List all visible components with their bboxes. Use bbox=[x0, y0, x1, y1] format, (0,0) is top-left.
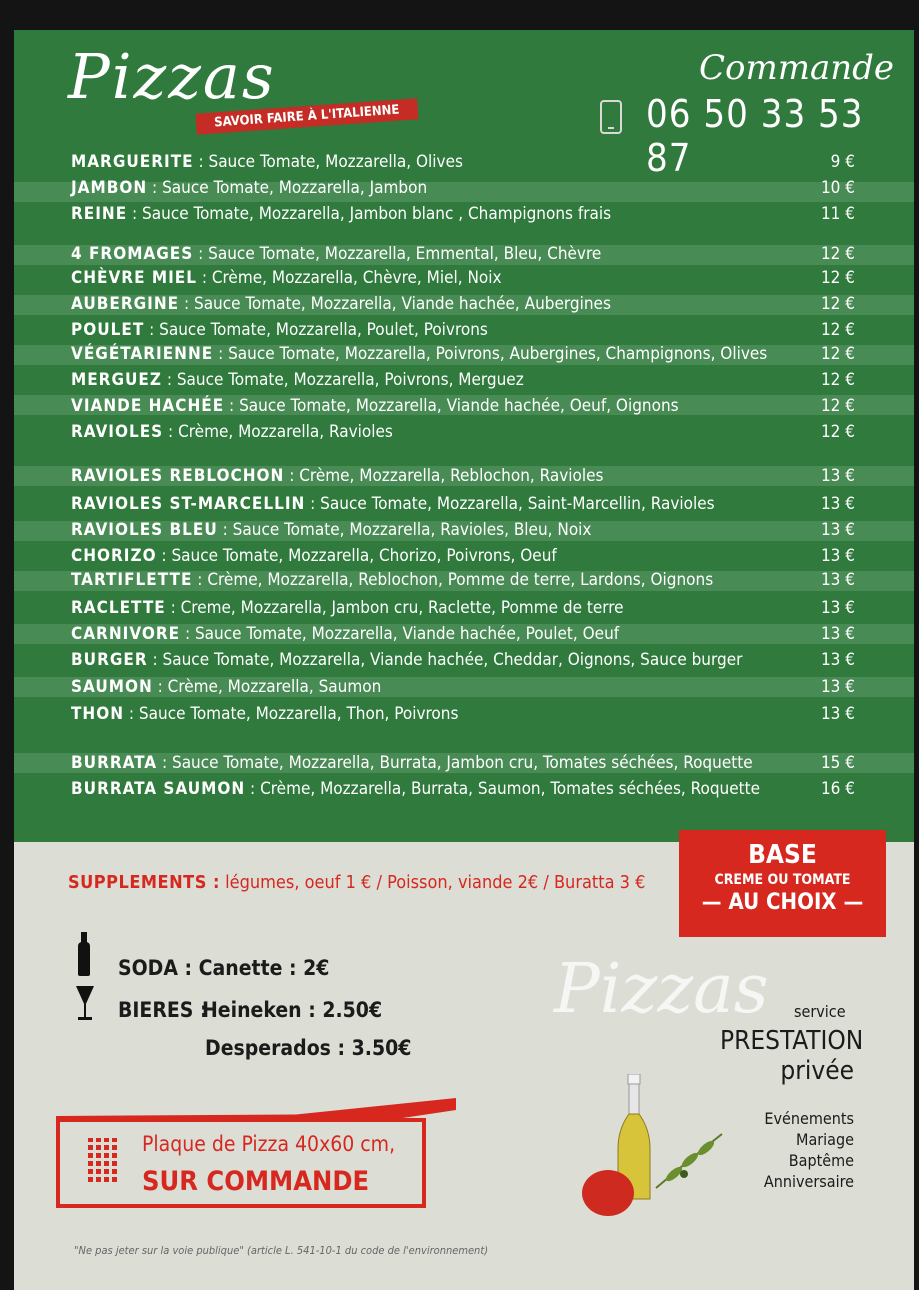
menu-item-ingredients: : Creme, Mozzarella, Jambon cru, Raclette, Pomme de terre bbox=[165, 598, 624, 618]
event-item: Baptême bbox=[788, 1151, 854, 1170]
supplements bbox=[68, 872, 645, 893]
menu-item-price: 16 € bbox=[820, 779, 855, 799]
menu-item-price: 13 € bbox=[820, 570, 855, 590]
menu-item-name: CHORIZO bbox=[71, 546, 157, 566]
menu-item-price: 12 € bbox=[820, 268, 855, 288]
pizzas-watermark: Pizzas bbox=[554, 950, 769, 1029]
menu-item-name: CHÈVRE MIEL bbox=[71, 268, 197, 288]
olive-branch-icon bbox=[654, 1130, 724, 1190]
menu-item bbox=[71, 779, 855, 803]
menu-item-ingredients: : Sauce Tomate, Mozzarella, Poivrons, Merguez bbox=[161, 370, 524, 390]
menu-item-price: 12 € bbox=[820, 396, 855, 416]
menu-item-name: VIANDE HACHÉE bbox=[71, 396, 225, 416]
tagline-ribbon: SAVOIR FAIRE À L'ITALIENNE bbox=[196, 98, 419, 134]
menu-item-price: 12 € bbox=[820, 320, 855, 340]
menu-item-ingredients: : Sauce Tomate, Mozzarella, Saint-Marcellin, Ravioles bbox=[305, 494, 715, 514]
beer-glass-icon bbox=[76, 986, 94, 1006]
menu-item bbox=[71, 624, 855, 648]
service-line2: privée bbox=[780, 1056, 854, 1086]
menu-item-ingredients: : Sauce Tomate, Mozzarella, Poulet, Poivrons bbox=[144, 320, 488, 340]
menu-item bbox=[71, 344, 855, 368]
menu-item-price: 13 € bbox=[820, 466, 855, 486]
menu-item-ingredients: : Crème, Mozzarella, Saumon bbox=[152, 677, 382, 697]
menu-item-ingredients: : Sauce Tomate, Mozzarella, Viande hachée, Poulet, Oeuf bbox=[180, 624, 620, 644]
menu-item-price: 10 € bbox=[820, 178, 855, 198]
menu-item-name: REINE bbox=[71, 204, 128, 224]
menu-item-ingredients: : Sauce Tomate, Mozzarella, Jambon bbox=[147, 178, 428, 198]
menu-item-ingredients: : Sauce Tomate, Mozzarella, Olives bbox=[193, 152, 463, 172]
menu-item-name: VÉGÉTARIENNE bbox=[71, 344, 214, 364]
menu-item bbox=[71, 204, 855, 228]
menu-item-price: 13 € bbox=[820, 650, 855, 670]
menu-item-name: AUBERGINE bbox=[71, 294, 180, 314]
menu-item bbox=[71, 704, 855, 728]
menu-item bbox=[71, 677, 855, 701]
menu-item-price: 12 € bbox=[820, 294, 855, 314]
menu-item bbox=[71, 152, 855, 176]
menu-item bbox=[71, 598, 855, 622]
menu-item-price: 15 € bbox=[820, 753, 855, 773]
event-list bbox=[714, 1108, 854, 1192]
menu-item-name: JAMBON bbox=[71, 178, 148, 198]
menu-item bbox=[71, 520, 855, 544]
base-choice-box bbox=[679, 830, 886, 937]
pizzas-logo: Pizzas bbox=[68, 40, 276, 113]
menu-item-name: THON bbox=[71, 704, 125, 724]
menu-item-name: 4 FROMAGES bbox=[71, 244, 194, 264]
menu-item-ingredients: : Crème, Mozzarella, Burrata, Saumon, Tomates séchées, Roquette bbox=[245, 779, 761, 799]
menu-item bbox=[71, 396, 855, 420]
menu-item-price: 13 € bbox=[820, 546, 855, 566]
menu-item-ingredients: : Crème, Mozzarella, Chèvre, Miel, Noix bbox=[196, 268, 502, 288]
menu-item bbox=[71, 494, 855, 518]
menu-item-name: SAUMON bbox=[71, 677, 153, 697]
beer-label: BIERES : bbox=[118, 998, 208, 1022]
pizza-tray-grid-icon bbox=[88, 1138, 120, 1182]
service-label: service bbox=[794, 1002, 846, 1021]
service-line1: PRESTATION bbox=[720, 1026, 864, 1056]
menu-item-name: RAVIOLES ST-MARCELLIN bbox=[71, 494, 306, 514]
menu-item-price: 12 € bbox=[820, 244, 855, 264]
menu-item bbox=[71, 650, 855, 674]
base-choice: — AU CHOIX — bbox=[701, 890, 864, 915]
menu-item-name: BURGER bbox=[71, 650, 148, 670]
menu-item-name: TARTIFLETTE bbox=[71, 570, 193, 590]
menu-item bbox=[71, 268, 855, 292]
menu-item bbox=[71, 320, 855, 344]
menu-item-ingredients: : Crème, Mozzarella, Reblochon, Pomme de terre, Lardons, Oignons bbox=[192, 570, 714, 590]
menu-item bbox=[71, 570, 855, 594]
menu-item-name: RAVIOLES bbox=[71, 422, 164, 442]
bottle-icon bbox=[78, 942, 90, 976]
pizza-menu-section bbox=[14, 30, 914, 842]
menu-item-name: BURRATA bbox=[71, 753, 158, 773]
menu-item-price: 12 € bbox=[820, 370, 855, 390]
legal-notice: "Ne pas jeter sur la voie publique" (article L. 541-10-1 du code de l'environnement) bbox=[74, 1244, 489, 1257]
menu-item-price: 11 € bbox=[820, 204, 855, 224]
tomato-icon bbox=[582, 1170, 634, 1216]
menu-item bbox=[71, 370, 855, 394]
order-label: Commande bbox=[699, 48, 895, 88]
menu-item-ingredients: : Sauce Tomate, Mozzarella, Jambon blanc , Champignons frais bbox=[127, 204, 612, 224]
menu-item-price: 13 € bbox=[820, 704, 855, 724]
menu-item-ingredients: : Crème, Mozzarella, Reblochon, Ravioles bbox=[284, 466, 604, 486]
event-item: Evénements bbox=[764, 1109, 854, 1128]
soda-price: SODA : Canette : 2€ bbox=[118, 956, 330, 980]
beer-glass-stem bbox=[84, 1004, 86, 1018]
base-subtitle: CREME OU TOMATE bbox=[714, 872, 851, 888]
menu-item-ingredients: : Crème, Mozzarella, Ravioles bbox=[163, 422, 393, 442]
menu-item bbox=[71, 244, 855, 268]
menu-item-price: 12 € bbox=[820, 422, 855, 442]
banner-line1: Plaque de Pizza 40x60 cm, bbox=[142, 1132, 396, 1156]
menu-item-name: RAVIOLES BLEU bbox=[71, 520, 218, 540]
menu-item-name: MERGUEZ bbox=[71, 370, 162, 390]
menu-item-price: 13 € bbox=[820, 624, 855, 644]
phone-number[interactable]: 06 50 33 53 87 bbox=[646, 92, 864, 180]
beer-desperados: Desperados : 3.50€ bbox=[205, 1036, 412, 1060]
event-item: Mariage bbox=[796, 1130, 854, 1149]
menu-item bbox=[71, 466, 855, 490]
menu-item bbox=[71, 753, 855, 777]
banner-line2: SUR COMMANDE bbox=[142, 1166, 370, 1197]
menu-item-ingredients: : Sauce Tomate, Mozzarella, Viande hachée, Cheddar, Oignons, Sauce burger bbox=[147, 650, 743, 670]
service-title bbox=[720, 1026, 864, 1086]
menu-item-price: 13 € bbox=[820, 677, 855, 697]
mobile-phone-icon bbox=[600, 100, 622, 134]
menu-item bbox=[71, 422, 855, 446]
menu-item-price: 13 € bbox=[820, 598, 855, 618]
menu-item bbox=[71, 546, 855, 570]
menu-item-price: 13 € bbox=[820, 494, 855, 514]
menu-item-price: 13 € bbox=[820, 520, 855, 540]
menu-item-name: CARNIVORE bbox=[71, 624, 181, 644]
menu-item-name: POULET bbox=[71, 320, 145, 340]
base-title: BASE bbox=[748, 840, 817, 870]
beer-glass-foot bbox=[78, 1017, 92, 1020]
menu-item-price: 9 € bbox=[830, 152, 855, 172]
menu-item-ingredients: : Sauce Tomate, Mozzarella, Poivrons, Aubergines, Champignons, Olives bbox=[213, 344, 768, 364]
beer-heineken: Heineken : 2.50€ bbox=[202, 998, 383, 1022]
supplements-label: SUPPLEMENTS : bbox=[68, 872, 220, 893]
menu-item-price: 12 € bbox=[820, 344, 855, 364]
menu-item-ingredients: : Sauce Tomate, Mozzarella, Burrata, Jambon cru, Tomates séchées, Roquette bbox=[157, 753, 753, 773]
menu-item-name: BURRATA SAUMON bbox=[71, 779, 246, 799]
menu-item-ingredients: : Sauce Tomate, Mozzarella, Viande hachée, Aubergines bbox=[179, 294, 611, 314]
menu-item-name: RAVIOLES REBLOCHON bbox=[71, 466, 285, 486]
menu-item-ingredients: : Sauce Tomate, Mozzarella, Chorizo, Poivrons, Oeuf bbox=[156, 546, 557, 566]
menu-item bbox=[71, 178, 855, 202]
menu-item-name: RACLETTE bbox=[71, 598, 166, 618]
menu-item-ingredients: : Sauce Tomate, Mozzarella, Ravioles, Bleu, Noix bbox=[217, 520, 592, 540]
menu-item-ingredients: : Sauce Tomate, Mozzarella, Emmental, Bleu, Chèvre bbox=[193, 244, 602, 264]
menu-item-name: MARGUERITE bbox=[71, 152, 194, 172]
menu-item-ingredients: : Sauce Tomate, Mozzarella, Thon, Poivrons bbox=[124, 704, 459, 724]
supplements-text: légumes, oeuf 1 € / Poisson, viande 2€ / Buratta 3 € bbox=[220, 872, 646, 893]
menu-sheet bbox=[14, 30, 914, 1290]
menu-item bbox=[71, 294, 855, 318]
event-item: Anniversaire bbox=[763, 1172, 854, 1191]
menu-item-ingredients: : Sauce Tomate, Mozzarella, Viande hachée, Oeuf, Oignons bbox=[224, 396, 679, 416]
